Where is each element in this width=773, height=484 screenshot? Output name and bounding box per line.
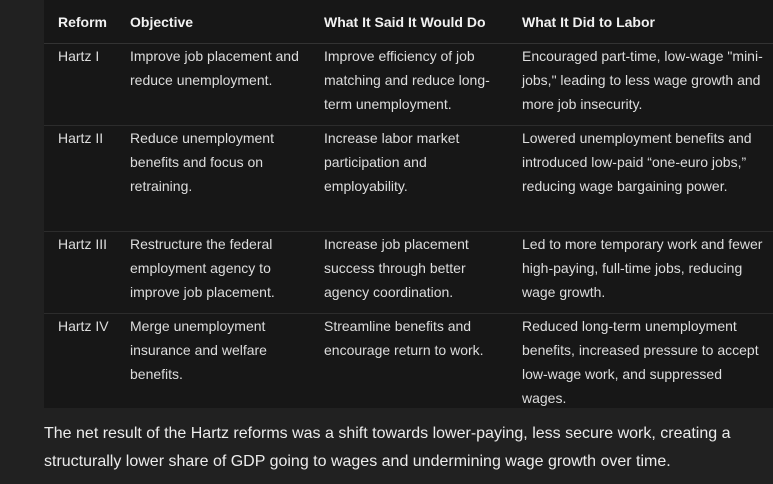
table-row <box>44 126 773 232</box>
cell-objective: Reduce unemployment benefits and focus on retraining. <box>116 126 310 232</box>
table-row <box>44 232 773 314</box>
header-what-it-said: What It Said It Would Do <box>310 0 508 44</box>
summary-paragraph: The net result of the Hartz reforms was a shift towards lower-paying, less secure work, creating a structurally lower share of GDP going to wages and undermining wage growth over time. <box>44 425 731 470</box>
cell-said: Streamline benefits and encourage return to work. <box>324 318 484 358</box>
cell-reform: Hartz IV <box>58 318 109 334</box>
cell-said: Increase job placement success through better agency coordination. <box>310 232 508 314</box>
cell-objective: Improve job placement and reduce unemployment. <box>116 44 310 126</box>
hartz-reforms-table <box>44 0 773 410</box>
cell-reform: Hartz II <box>44 126 116 232</box>
cell-objective: Merge unemployment insurance and welfare benefits. <box>130 318 267 382</box>
cell-said: Improve efficiency of job matching and reduce long-term unemployment. <box>310 44 508 126</box>
cell-did: Encouraged part-time, low-wage "mini-jobs," leading to less wage growth and more job insecurity. <box>508 44 773 126</box>
cell-reform: Hartz I <box>44 44 116 126</box>
cell-said: Increase labor market participation and employability. <box>310 126 508 232</box>
cell-did: Lowered unemployment benefits and introduced low-paid “one-euro jobs,” reducing wage bargaining power. <box>508 126 773 232</box>
cell-did: Led to more temporary work and fewer high-paying, full-time jobs, reducing wage growth. <box>508 232 773 314</box>
table-row <box>44 314 773 411</box>
table-row <box>44 44 773 126</box>
cell-reform: Hartz III <box>44 232 116 314</box>
header-reform: Reform <box>44 0 116 44</box>
hartz-reforms-table-container <box>44 0 773 408</box>
cell-did: Reduced long-term unemployment benefits, increased pressure to accept low-wage work, and suppressed wages. <box>522 318 759 406</box>
header-what-it-did: What It Did to Labor <box>508 0 773 44</box>
table-header-row <box>44 0 773 44</box>
header-objective: Objective <box>116 0 310 44</box>
cell-objective: Restructure the federal employment agency to improve job placement. <box>116 232 310 314</box>
